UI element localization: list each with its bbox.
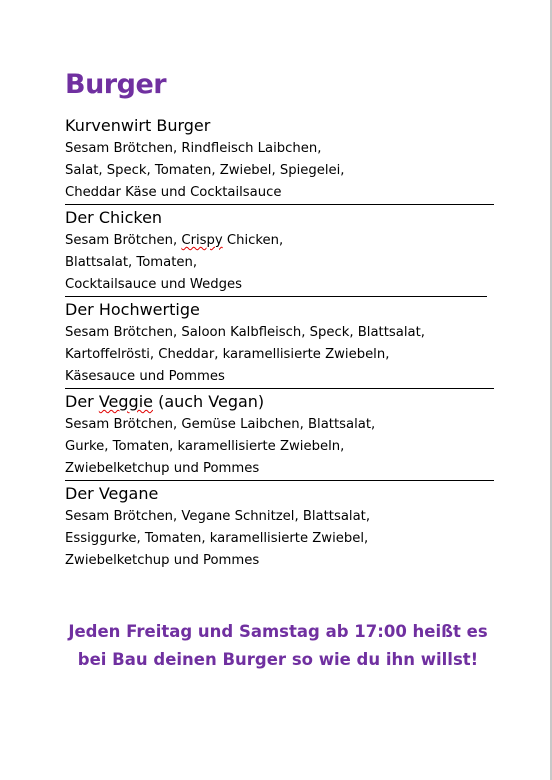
menu-item-description <box>65 230 505 296</box>
menu-item-name: Der Vegane <box>65 484 159 503</box>
footer-line: bei Bau deinen Burger so wie du ihn willst! <box>77 650 479 669</box>
menu-item-name: Der Chicken <box>65 208 163 227</box>
menu-item-name: Der Hochwertige <box>65 300 200 319</box>
description-text: Sesam Brötchen, <box>65 233 182 248</box>
menu-item-name: Kurvenwirt Burger <box>65 116 211 135</box>
item-divider <box>65 204 494 205</box>
description-text: Chicken, Blattsalat, Tomaten, Cocktailsauce und Wedges <box>65 233 284 292</box>
page-title: Burger <box>65 69 167 100</box>
menu-item-der-chicken <box>65 206 505 296</box>
spellcheck-flagged-word[interactable]: Veggie <box>98 392 153 411</box>
item-divider <box>65 296 487 297</box>
footer-line: Jeden Freitag und Samstag ab 17:00 heißt es <box>68 622 488 641</box>
menu-item-der-vegane <box>65 482 505 572</box>
menu-item-description: Sesam Brötchen, Rindfleisch Laibchen, Salat, Speck, Tomaten, Zwiebel, Spiegelei, Cheddar Käse und Cocktailsauce <box>65 141 345 200</box>
menu-item-der-veggie <box>65 390 505 480</box>
menu-item-der-hochwertige <box>65 298 505 388</box>
menu-item-description: Sesam Brötchen, Saloon Kalbfleisch, Speck, Blattsalat, Kartoffelrösti, Cheddar, karamellisierte Zwiebeln, Käsesauce und Pommes <box>65 325 425 384</box>
menu-item-description: Sesam Brötchen, Vegane Schnitzel, Blattsalat, Essiggurke, Tomaten, karamellisierte Zwiebel, Zwiebelketchup und Pommes <box>65 509 371 568</box>
menu-item-kurvenwirt-burger <box>65 114 505 204</box>
item-divider <box>65 388 494 389</box>
spellcheck-flagged-word[interactable]: Crispy <box>181 233 223 248</box>
name-text: (auch Vegan) <box>152 392 265 411</box>
footer-announcement <box>40 618 516 674</box>
menu-page <box>65 64 505 572</box>
name-text: Der <box>65 392 99 411</box>
item-divider <box>65 480 494 481</box>
menu-item-description: Sesam Brötchen, Gemüse Laibchen, Blattsalat, Gurke, Tomaten, karamellisierte Zwiebeln, Zwiebelketchup und Pommes <box>65 417 376 476</box>
menu-item-name <box>65 390 505 414</box>
